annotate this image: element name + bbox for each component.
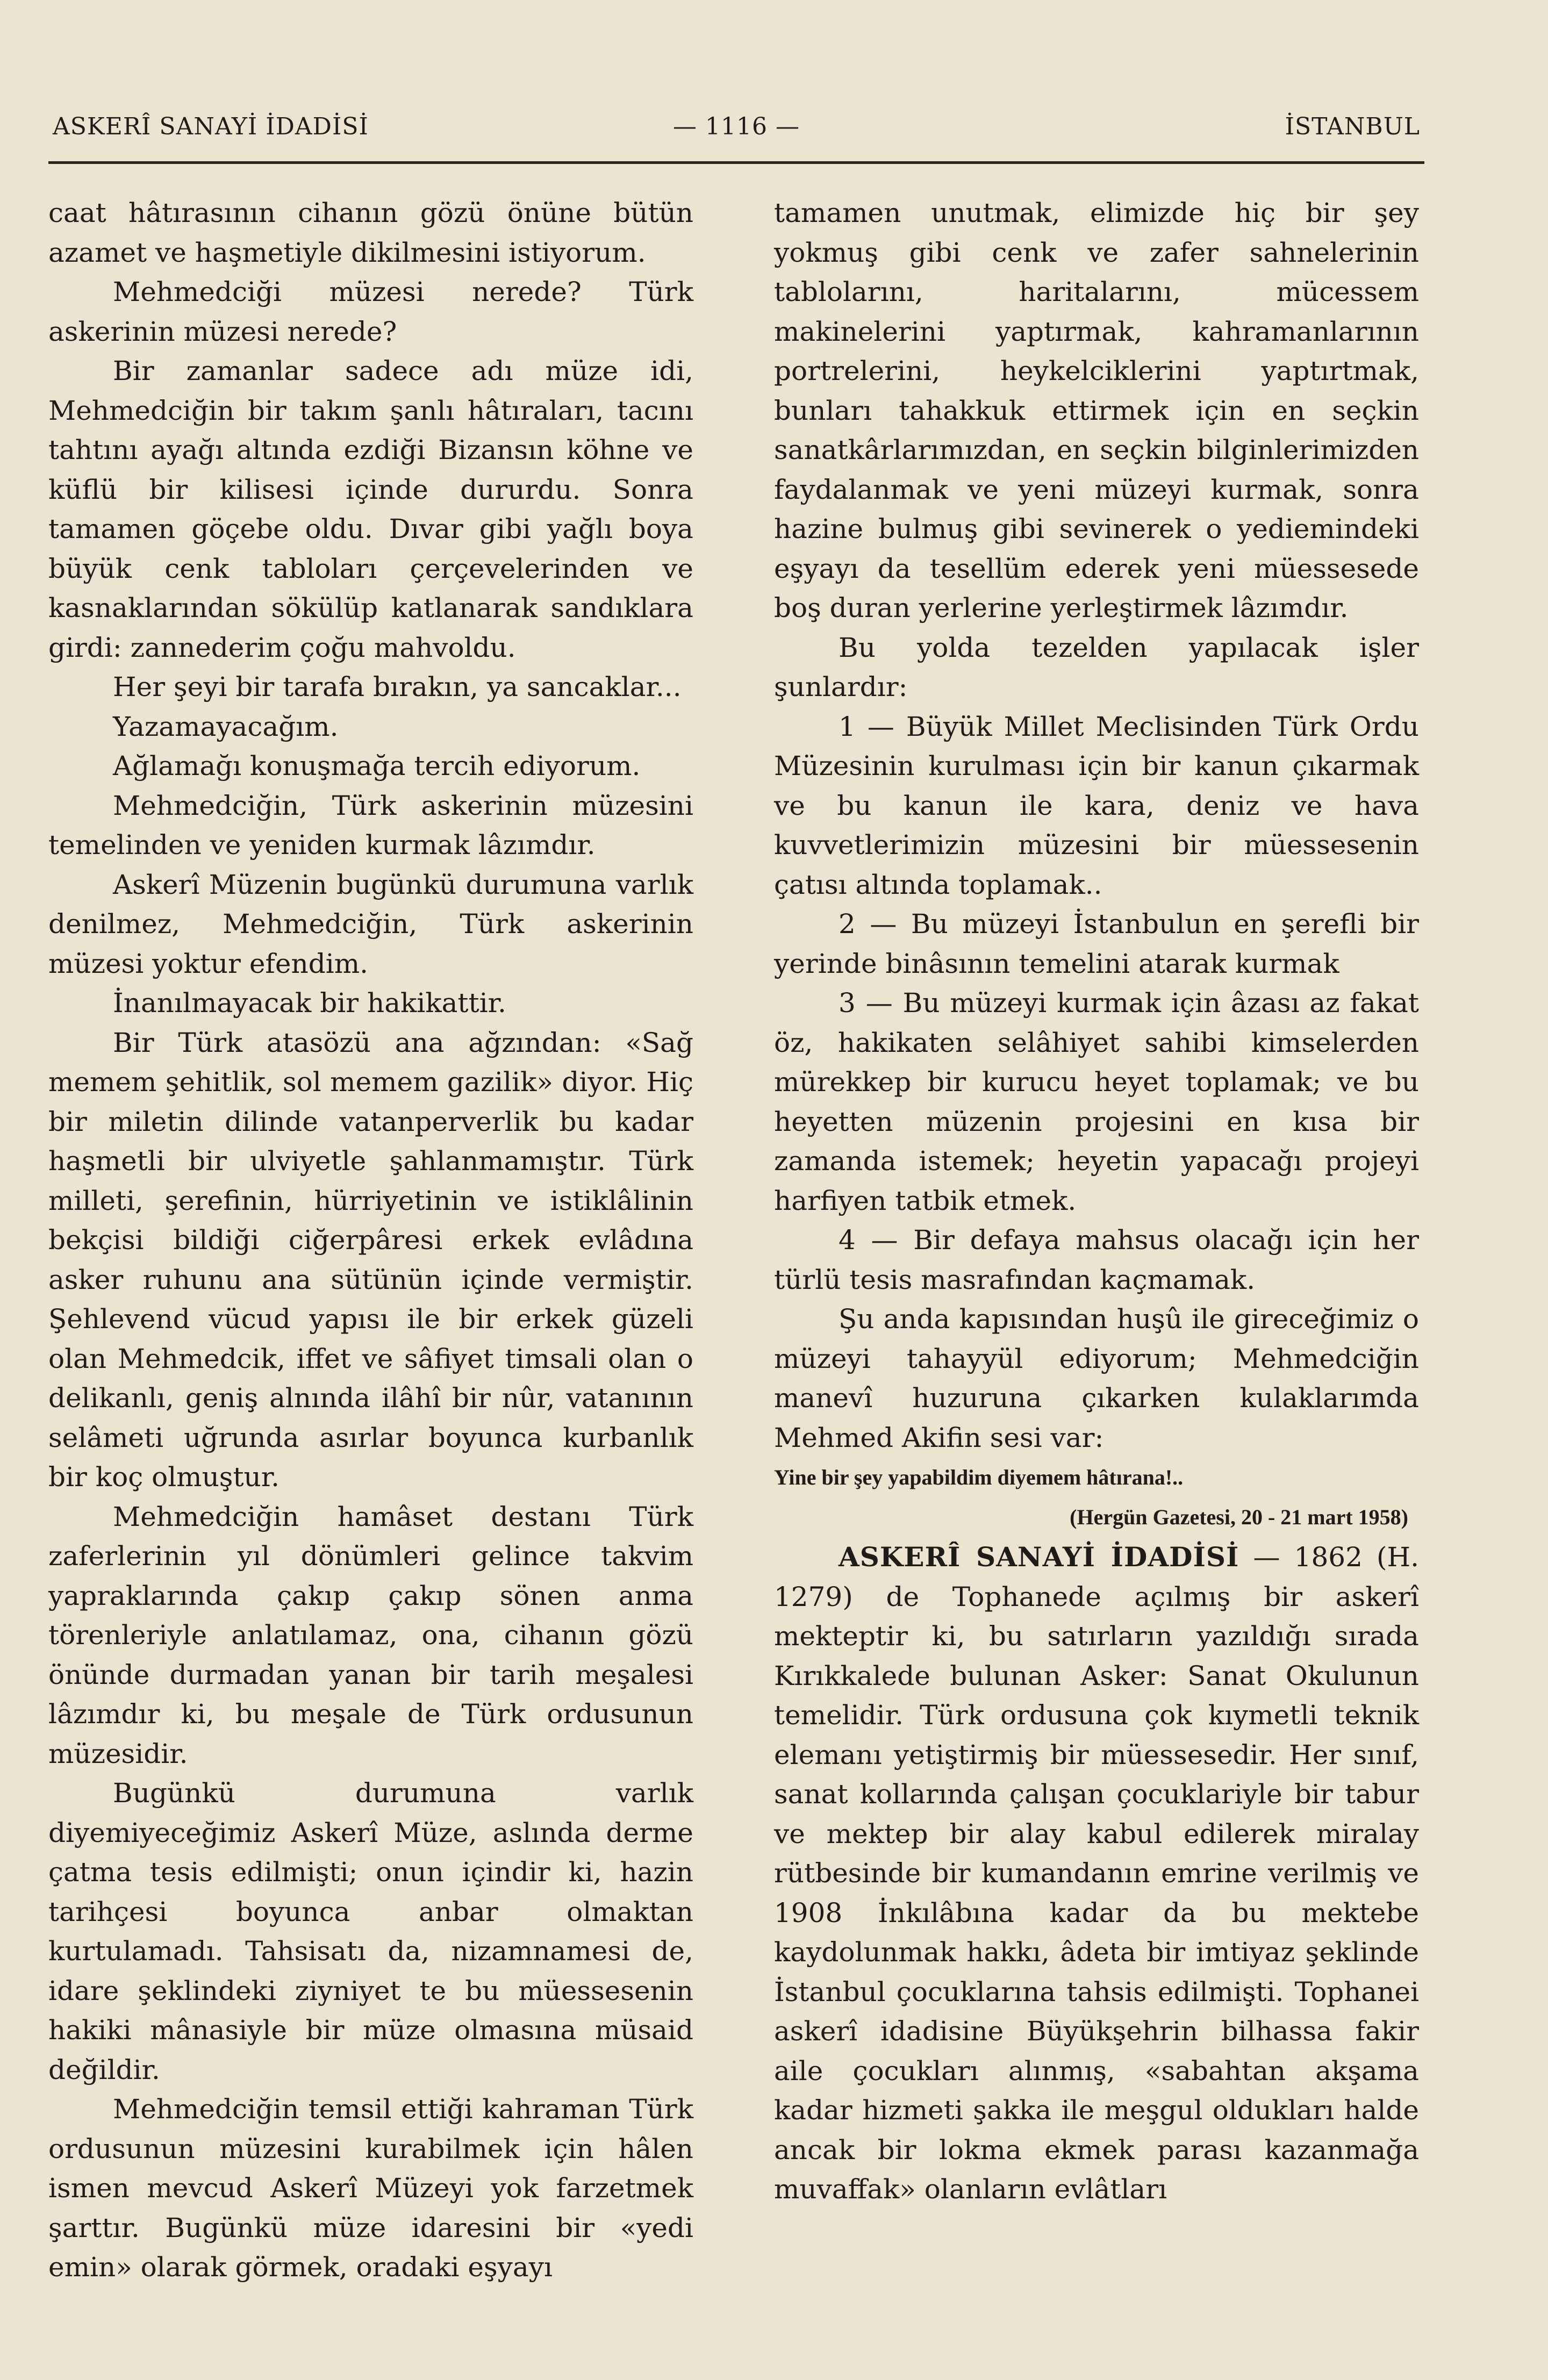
- paragraph: Her şeyi bir tarafa bırakın, ya sancaklar...: [113, 671, 682, 702]
- entry-body: — 1862 (H. 1279) de Tophanede açılmış bir askerî mekteptir ki, bu satırların yazıldığı sırada Kırıkkalede bulunan Asker: Sanat Okulunun temelidir. Türk ordusuna çok kıymetli teknik elemanı yetiştirmiş bir müessesedir. Her sınıf, sanat kollarında çalışan çocuklariyle bir tabur ve mektep bir alay kabul edilerek miralay rütbesinde bir kumandanın emrine verilmiş ve 1908 İnkılâbına kadar da bu mektebe kaydolunmak hakkı, âdeta bir imtiyaz şeklinde İstanbul çocuklarına tahsis edilmişti. Tophanei askerî idadisine Büyükşehrin bilhassa fakir aile çocukları alınmış, «sabahtan akşama kadar hizmeti şakka ile meşgul oldukları halde ancak bir lokma ekmek parası kazanmağa muvaffak» olanların evlâtları: [774, 1542, 1419, 2205]
- list-item: 2 — Bu müzeyi İstanbulun en şerefli bir yerinde binâsının temelini atarak kurmak: [774, 908, 1419, 979]
- paragraph: Bir Türk atasözü ana ağzından: «Sağ memem şehitlik, sol memem gazilik» diyor. Hiç bir miletin dilinde vatanperverlik bu kadar haşmetli bir ulviyetle şahlanmamıştır. Türk milleti, şerefinin, hürriyetinin ve istiklâlinin bekçisi bildiği ciğerpâresi erkek evlâdına asker ruhunu ana sütünün içinde vermiştir. Şehlevend vücud yapısı ile bir erkek güzeli olan Mehmedcik, iffet ve sâfiyet timsali olan o delikanlı, geniş alnında ilâhî bir nûr, vatanının selâmeti uğrunda asırlar boyunca kurbanlık bir koç olmuştur.: [48, 1027, 693, 1493]
- paragraph: Ağlamağı konuşmağa tercih ediyorum.: [113, 750, 641, 782]
- paragraph: tamamen unutmak, elimizde hiç bir şey yokmuş gibi cenk ve zafer sahnelerinin tablolarını, haritalarını, mücessem makinelerini yaptırmak, kahramanlarının portrelerini, heykelciklerini yaptırtmak, bunları tahakkuk ettirmek için en seçkin sanatkârlarımızdan, en seçkin bilginlerimizden faydalanmak ve yeni müzeyi kurmak, sonra hazine bulmuş gibi sevinerek o yediemindeki eşyayı da tesellüm ederek yeni müessesede boş duran yerlerine yerleştirmek lâzımdır.: [774, 197, 1419, 623]
- paragraph: caat hâtırasının cihanın gözü önüne bütün azamet ve haşmetiyle dikilmesini istiyorum.: [48, 197, 693, 268]
- paragraph: Bu yolda tezelden yapılacak işler şunlardır:: [774, 632, 1419, 702]
- page-number: — 1116 —: [673, 113, 800, 140]
- paragraph: Bugünkü durumuna varlık diyemiyeceğimiz Askerî Müze, aslında derme çatma tesis edilmişti; onun içindir ki, hazin tarihçesi boyunca anbar olmaktan kurtulamadı. Tahsisatı da, nizamnamesi de, idare şeklindeki ziyniyet te bu müessesenin hakiki mânasiyle bir müze olmasına müsaid değildir.: [48, 1777, 693, 2085]
- paragraph: Mehmedciğin temsil ettiği kahraman Türk ordusunun müzesini kurabilmek için hâlen ismen mevcud Askerî Müzeyi yok farzetmek şarttır. Bugünkü müze idaresini bir «yedi emin» olarak görmek, oradaki eşyayı: [48, 2094, 693, 2283]
- paragraph: Yazamayacağım.: [113, 711, 339, 742]
- right-column: [774, 193, 1419, 2210]
- encyclopedia-entry: [774, 1537, 1419, 2210]
- header-volume-title: İSTANBUL: [1285, 113, 1420, 140]
- list-item: 3 — Bu müzeyi kurmak için âzası az fakat öz, hakikaten selâhiyet sahibi kimselerden mürekkep bir kurucu heyet toplamak; ve bu heyetten müzenin projesini en kısa bir zamanda istemek; heyetin yapacağı projeyi harfiyen tatbik etmek.: [774, 987, 1419, 1216]
- paragraph: Bir zamanlar sadece adı müze idi, Mehmedciğin bir takım şanlı hâtıraları, tacını tahtını ayağı altında ezdiği Bizansın köhne ve küflü bir kilisesi içinde dururdu. Sonra tamamen göçebe oldu. Dıvar gibi yağlı boya büyük cenk tabloları çerçevelerinden ve kasnaklarından sökülüp katlanarak sandıklara girdi: zannederim çoğu mahvoldu.: [48, 355, 693, 663]
- verse-quote: Yine bir şey yapabildim diyemem hâtırana!..: [774, 1465, 1184, 1489]
- running-header: [48, 91, 1424, 164]
- paragraph: İnanılmayacak bir hakikattir.: [113, 987, 506, 1019]
- list-item: 4 — Bir defaya mahsus olacağı için her türlü tesis masrafından kaçmamak.: [774, 1224, 1419, 1295]
- paragraph: Mehmedciğin, Türk askerinin müzesini temelinden ve yeniden kurmak lâzımdır.: [48, 790, 693, 861]
- paragraph: Mehmedciğin hamâset destanı Türk zaferlerinin yıl dönümleri gelince takvim yapraklarında çakıp çakıp sönen anma törenleriyle anlatılamaz, ona, cihanın gözü önünde durmadan yanan bir tarih meşalesi lâzımdır ki, bu meşale de Türk ordusunun müzesidir.: [48, 1501, 693, 1769]
- header-entry-title: ASKERÎ SANAYİ İDADİSİ: [53, 113, 369, 140]
- entry-headword: ASKERÎ SANAYİ İDADİSİ: [838, 1541, 1239, 1573]
- source-citation: (Hergün Gazetesi, 20 - 21 mart 1958): [1070, 1505, 1408, 1529]
- paragraph: Mehmedciği müzesi nerede? Türk askerinin müzesi nerede?: [48, 276, 693, 347]
- left-column: [48, 193, 693, 2288]
- paragraph: Askerî Müzenin bugünkü durumuna varlık denilmez, Mehmedciğin, Türk askerinin müzesi yoktur efendim.: [48, 869, 693, 979]
- list-item: 1 — Büyük Millet Meclisinden Türk Ordu Müzesinin kurulması için bir kanun çıkarmak ve bu kanun ile kara, deniz ve hava kuvvetlerimizin müzesini bir müessesenin çatısı altında toplamak..: [774, 711, 1419, 900]
- paragraph: Şu anda kapısından huşû ile gireceğimiz o müzeyi tahayyül ediyorum; Mehmedciğin manevî huzuruna çıkarken kulaklarımda Mehmed Akifin sesi var:: [774, 1303, 1419, 1453]
